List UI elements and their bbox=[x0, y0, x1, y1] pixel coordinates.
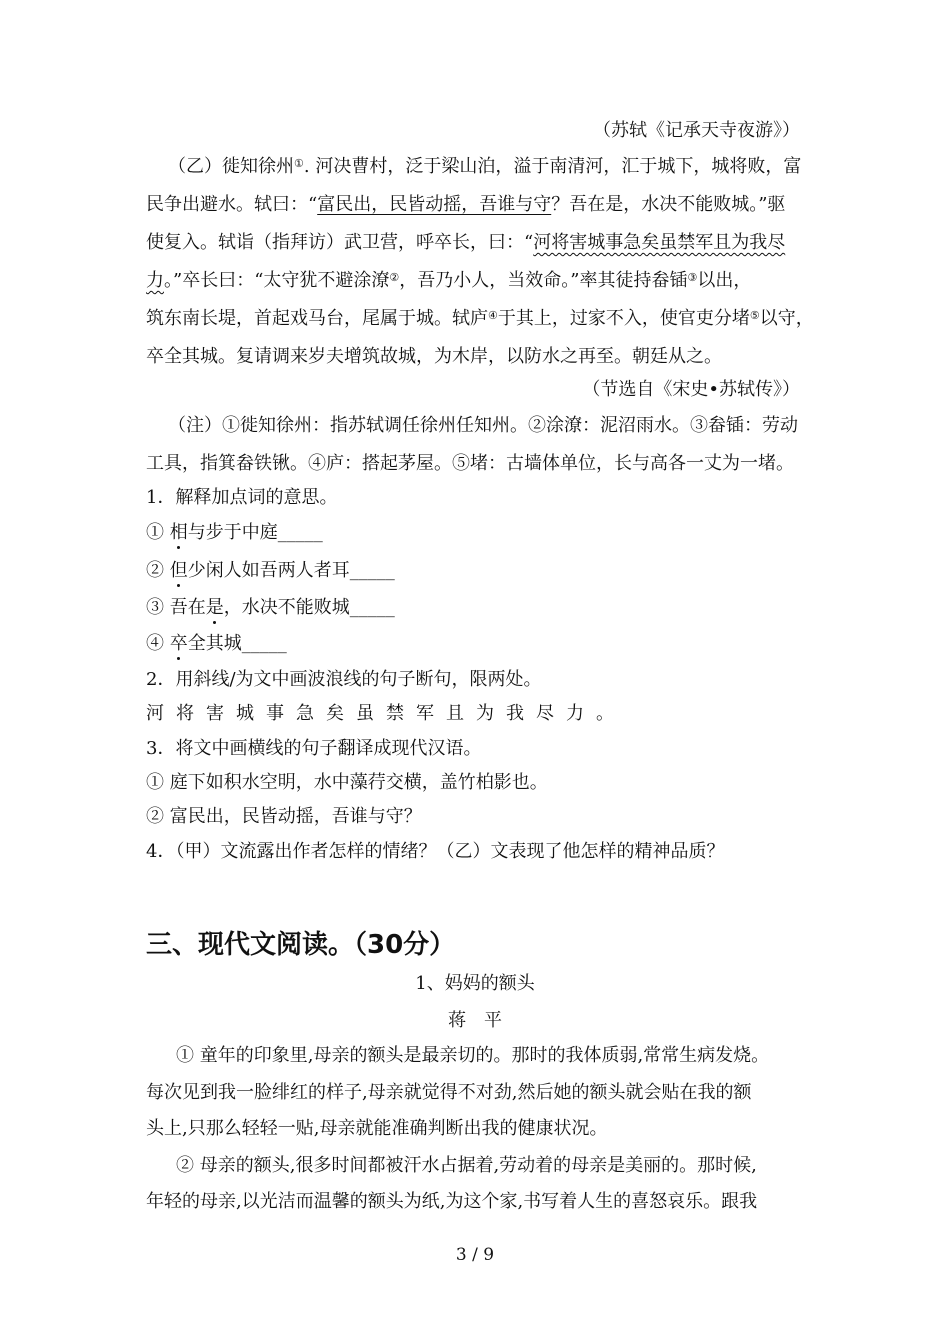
text-span: 。”卒长曰：“太守犹不避涂潦 bbox=[164, 270, 390, 291]
question-4: 4．（甲）文流露出作者怎样的情绪？（乙）文表现了他怎样的精神品质？ bbox=[146, 841, 725, 862]
text-span: 全其城 bbox=[187, 633, 242, 654]
passage-yi-line-1 bbox=[146, 155, 844, 179]
question-3-title: 3．将文中画横线的句子翻译成现代汉语。 bbox=[146, 738, 482, 759]
dotted-word: 卒 bbox=[169, 633, 188, 654]
paragraph-1-line-3: 头上,只那么轻轻一贴,母亲就能准确判断出我的健康状况。 bbox=[146, 1118, 608, 1139]
source-citation-2: （节选自《宋史•苏轼传》） bbox=[582, 379, 800, 400]
question-1-item bbox=[146, 596, 822, 620]
notes-line-2: 工具，指箕畚铁锹。④庐：搭起茅屋。⑤堵：古墙体单位，长与高各一丈为一堵。 bbox=[146, 453, 794, 474]
page-number: 3 / 9 bbox=[455, 1245, 495, 1265]
paragraph-2-line-2: 年轻的母亲,以光洁而温馨的额头为纸,为这个家,书写着人生的喜怒哀乐。跟我 bbox=[146, 1191, 758, 1212]
article-title: 1、妈妈的额头 bbox=[415, 973, 535, 994]
paragraph-1-line-1: ① 童年的印象里,母亲的额头是最亲切的。那时的我体质弱,常常生病发烧。 bbox=[176, 1045, 770, 1066]
text-span: . 河决曹村，泛于梁山泊，溢于南清河，汇于城下，城将败，富 bbox=[303, 156, 802, 177]
wavy-underlined-sentence: 力 bbox=[146, 270, 164, 291]
passage-yi-line-3 bbox=[146, 231, 822, 255]
text-span: 吾在 bbox=[169, 597, 206, 618]
passage-yi-line-5 bbox=[146, 307, 822, 331]
underlined-sentence: 富民出，民皆动摇，吾谁与守 bbox=[317, 194, 552, 215]
text-span: ，水决不能败城 bbox=[223, 597, 350, 618]
footnote-marker: ④ bbox=[488, 309, 498, 322]
question-1-item bbox=[146, 559, 822, 583]
wavy-underlined-sentence: 河将害城事急矣虽禁军且为我尽 bbox=[533, 232, 786, 253]
dotted-word: 相 bbox=[169, 522, 188, 543]
answer-blank[interactable]: _____ bbox=[277, 522, 323, 543]
dotted-word: 但 bbox=[169, 560, 188, 581]
text-span: （乙）徙知徐州 bbox=[168, 156, 294, 177]
answer-blank[interactable]: _____ bbox=[349, 597, 395, 618]
item-number: ③ bbox=[146, 597, 164, 618]
text-span: 以守， bbox=[759, 308, 814, 329]
question-2-sentence: 河将害城事急矣虽禁军且为我尽力。 bbox=[146, 703, 626, 724]
item-number: ④ bbox=[146, 633, 164, 654]
section-heading: 三、现代文阅读。（30分） bbox=[146, 930, 456, 960]
text-span: 使复入。轼诣（指拜访）武卫营，呼卒长，曰：“ bbox=[146, 232, 534, 253]
item-number: ① bbox=[146, 522, 164, 543]
footnote-marker: ⑤ bbox=[749, 309, 760, 322]
text-span: 于其上，过家不入，使官吏分堵 bbox=[497, 308, 750, 329]
paragraph-1-line-2: 每次见到我一脸绯红的样子,母亲就觉得不对劲,然后她的额头就会贴在我的额 bbox=[146, 1082, 752, 1103]
text-span: ，吾乃小人，当效命。”率其徒持畚锸 bbox=[399, 270, 688, 291]
passage-yi-line-6: 卒全其城。复请调来岁夫增筑故城，为木岸，以防水之再至。朝廷从之。 bbox=[146, 346, 722, 367]
answer-blank[interactable]: _____ bbox=[241, 633, 287, 654]
text-span: 少闲人如吾两人者耳 bbox=[187, 560, 350, 581]
footnote-marker: ② bbox=[389, 271, 400, 284]
dotted-word: 是 bbox=[205, 597, 224, 618]
footnote-marker: ③ bbox=[687, 271, 698, 284]
footnote-marker: ① bbox=[294, 157, 304, 170]
passage-yi-line-2 bbox=[146, 193, 822, 217]
question-2-title: 2．用斜线/为文中画波浪线的句子断句，限两处。 bbox=[146, 669, 542, 690]
article-author: 蒋 平 bbox=[448, 1010, 502, 1031]
text-span: 以出， bbox=[697, 270, 752, 291]
answer-blank[interactable]: _____ bbox=[349, 560, 395, 581]
text-span: ？吾在是，水决不能败城。”驱 bbox=[551, 194, 786, 215]
passage-yi-line-4 bbox=[146, 269, 822, 293]
text-span: 民争出避水。轼曰：“ bbox=[146, 194, 318, 215]
question-1-item bbox=[146, 521, 822, 545]
source-citation: （苏轼《记承天寺夜游》） bbox=[593, 120, 800, 141]
question-1-title: 1．解释加点词的意思。 bbox=[146, 487, 338, 508]
paragraph-2-line-1: ② 母亲的额头,很多时间都被汗水占据着,劳动着的母亲是美丽的。那时候, bbox=[176, 1155, 757, 1176]
question-3-sentence-1: ① 庭下如积水空明，水中藻荇交横，盖竹柏影也。 bbox=[146, 772, 548, 793]
text-span: 筑东南长堤，首起戏马台，尾属于城。轼庐 bbox=[146, 308, 488, 329]
text-span: 与步于中庭 bbox=[187, 522, 278, 543]
question-3-sentence-2: ② 富民出，民皆动摇，吾谁与守？ bbox=[146, 806, 422, 827]
question-1-item bbox=[146, 632, 822, 656]
notes-line-1: （注）①徙知徐州：指苏轼调任徐州任知州。②涂潦：泥沼雨水。③畚锸：劳动 bbox=[168, 415, 798, 436]
item-number: ② bbox=[146, 560, 164, 581]
